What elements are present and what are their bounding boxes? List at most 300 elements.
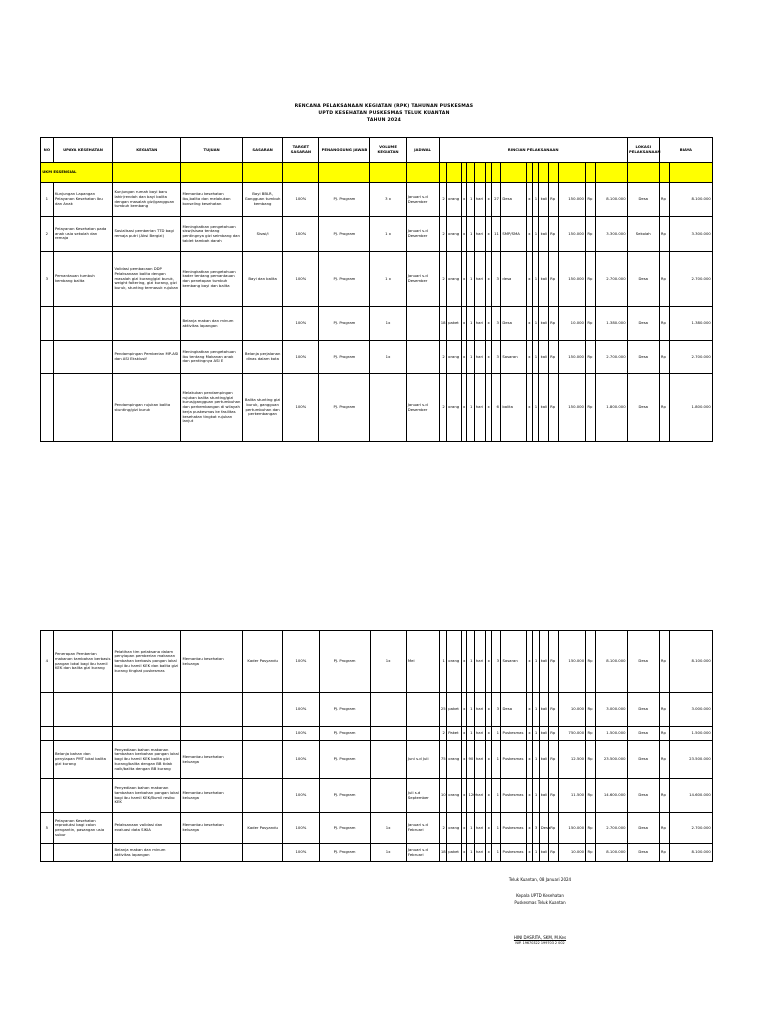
row-times2: x: [486, 374, 491, 442]
table-row: [41, 183, 713, 217]
row-unit3: Puskesmas: [501, 813, 527, 844]
row-total: 8.100.000: [670, 631, 713, 693]
row-times2: x: [486, 813, 491, 844]
row-tujuan: Memantau kesehatan keluarga: [181, 631, 243, 693]
row-unit-cost: 150.000: [558, 252, 586, 307]
row-lokasi: Desa: [627, 183, 659, 217]
row-volume: [370, 374, 406, 442]
row-total: 1.500.000: [670, 727, 713, 741]
row-tujuan: Memantau kesehatan keluarga: [181, 813, 243, 844]
row-unit2: hari: [474, 183, 486, 217]
row-rp-sub: Rp: [586, 741, 596, 779]
row-total: 3.000.000: [670, 693, 713, 727]
row-tujuan: Belanja makan dan minum aktivitas lapangan: [181, 307, 243, 341]
row-volume: 1x: [370, 307, 406, 341]
table-row: [41, 844, 713, 862]
row-rp-total: Rp: [659, 813, 670, 844]
row-subtotal: 14.600.000: [595, 779, 627, 813]
row-qty2: 120: [467, 779, 474, 813]
row-unit2: hari: [474, 727, 486, 741]
row-qty3: 3: [491, 693, 501, 727]
row-unit3: Puskesmas: [501, 741, 527, 779]
row-lokasi: Desa: [627, 252, 659, 307]
col-target: TARGET SASARAN: [283, 138, 319, 163]
row-tujuan: [181, 727, 243, 741]
row-rp-sub: Rp: [586, 252, 596, 307]
signature-name: HINI DASRITA, SKM, M.Kes: [513, 935, 567, 940]
row-jadwal: [406, 693, 439, 727]
row-target: 100%: [283, 341, 319, 374]
row-qty4: 1: [533, 631, 539, 693]
col-rincian: RINCIAN PELAKSANAAN: [439, 138, 627, 163]
col-tujuan: TUJUAN: [181, 138, 243, 163]
row-qty1: 2: [439, 341, 446, 374]
row-qty4: 1: [533, 779, 539, 813]
row-qty2: 1: [467, 183, 474, 217]
row-times2: x: [486, 727, 491, 741]
row-unit-cost: 150.000: [558, 183, 586, 217]
signature-title-1: Kepala UPTD Kesehatan: [516, 893, 564, 898]
row-unit-cost: 150.000: [558, 374, 586, 442]
row-tujuan: Meningkatkan pengetahuan siswi/siswa tentang pentingnya gizi seimbang dan tablet tambah darah: [181, 217, 243, 252]
row-times2: x: [486, 307, 491, 341]
col-upaya: UPAYA KESEHATAN: [53, 138, 113, 163]
row-qty1: 75: [439, 741, 446, 779]
row-times3: x: [526, 217, 532, 252]
row-jadwal: Juli s.d September: [406, 779, 439, 813]
row-target: 100%: [283, 307, 319, 341]
row-total: 8.100.000: [670, 183, 713, 217]
row-qty4: 3: [533, 813, 539, 844]
row-tujuan: [181, 844, 243, 862]
row-lokasi: Desa: [627, 631, 659, 693]
row-times1: x: [461, 813, 466, 844]
row-rp-unit: Rp: [549, 844, 559, 862]
row-subtotal: 23.500.000: [595, 741, 627, 779]
row-jadwal: Januari s.d Desember: [406, 183, 439, 217]
row-unit-cost: 150.000: [558, 217, 586, 252]
row-qty3: 3: [491, 307, 501, 341]
table-row: [41, 374, 713, 442]
row-sasaran: [242, 307, 282, 341]
row-upaya: [53, 727, 113, 741]
row-subtotal: 2.700.000: [595, 813, 627, 844]
row-qty3: 11: [491, 217, 501, 252]
row-rp-sub: Rp: [586, 779, 596, 813]
row-kegiatan: Pendampingan rujukan balita stunting/gizi buruk: [113, 374, 181, 442]
row-qty4: 1: [533, 217, 539, 252]
section-label: UKM ESSENSIAL: [41, 163, 113, 183]
row-target: 100%: [283, 217, 319, 252]
row-upaya: [53, 307, 113, 341]
table-row: [41, 217, 713, 252]
row-volume: 1 x: [370, 252, 406, 307]
row-unit4: kali: [539, 217, 549, 252]
doc-title-line1: RENCANA PELAKSANAAN KEGIATAN (RPK) TAHUNAN PUSKESMAS: [294, 104, 474, 109]
table-row: [41, 341, 713, 374]
row-target: 100%: [283, 727, 319, 741]
row-volume: 1x: [370, 631, 406, 693]
row-unit-cost: 150.000: [558, 341, 586, 374]
row-no: 3: [41, 252, 54, 307]
row-rp-sub: Rp: [586, 844, 596, 862]
row-times3: x: [526, 631, 532, 693]
row-tujuan: Memantau kesehatan ibu,balita dan melakukan konseling kesehatan: [181, 183, 243, 217]
row-jadwal: [406, 341, 439, 374]
row-total: 8.100.000: [670, 844, 713, 862]
col-jadwal: JADWAL: [406, 138, 439, 163]
row-unit1: orang: [446, 252, 461, 307]
row-rp-sub: Rp: [586, 813, 596, 844]
row-kegiatan: Sosialisasi pemberian TTD bagi remaja putri (Aksi Bergizi): [113, 217, 181, 252]
row-times2: x: [486, 183, 491, 217]
row-times3: x: [526, 727, 532, 741]
row-total: 2.700.000: [670, 252, 713, 307]
row-sasaran: [242, 693, 282, 727]
row-target: 100%: [283, 693, 319, 727]
row-subtotal: 8.100.000: [595, 183, 627, 217]
row-unit4: kali: [539, 631, 549, 693]
row-unit-cost: 10.000: [558, 693, 586, 727]
row-unit1: Paket: [447, 727, 462, 741]
row-times1: x: [461, 374, 466, 442]
row-no: 1: [41, 183, 54, 217]
col-kegiatan: KEGIATAN: [113, 138, 181, 163]
row-qty1: 25: [439, 693, 446, 727]
row-upaya: Belanja bahan dan penyiapan PMT lokal balita gizi kurang: [53, 741, 113, 779]
row-target: 100%: [283, 844, 319, 862]
row-pj: PJ. Program: [319, 844, 370, 862]
row-lokasi: Sekolah: [627, 217, 659, 252]
row-rp-unit: Rp: [549, 779, 559, 813]
row-kegiatan: [113, 727, 181, 741]
row-rp-total: Rp: [659, 693, 670, 727]
row-qty2: 1: [467, 844, 474, 862]
row-rp-unit: Rp: [548, 341, 558, 374]
doc-title-line3: TAHUN 2024: [366, 118, 402, 123]
row-volume: [370, 741, 406, 779]
row-rp-total: Rp: [659, 779, 670, 813]
row-rp-unit: Rp: [549, 813, 559, 844]
row-sasaran: [242, 741, 282, 779]
row-volume: [370, 727, 406, 741]
section-row: [41, 163, 713, 183]
row-jadwal: Mei: [406, 631, 439, 693]
row-times2: x: [486, 341, 491, 374]
row-rp-unit: Rp: [548, 183, 558, 217]
row-kegiatan: Penyediaan bahan makanan tambahan berbahan pangan lokal bagi ibu hamil KEK/Bumil resiko KEK: [113, 779, 181, 813]
rpk-table-page1: [40, 137, 713, 442]
row-total: 2.700.000: [670, 341, 713, 374]
row-unit3: Sasaran: [501, 341, 527, 374]
row-upaya: [53, 341, 113, 374]
row-qty4: 1: [533, 341, 539, 374]
col-sasaran: SASARAN: [242, 138, 282, 163]
row-qty1: 10: [439, 779, 446, 813]
row-target: 100%: [283, 374, 319, 442]
row-qty3: 1: [491, 727, 501, 741]
row-times1: x: [461, 341, 466, 374]
row-total: 14.600.000: [670, 779, 713, 813]
row-total: 1.800.000: [670, 374, 713, 442]
row-times3: x: [526, 779, 532, 813]
row-unit2: hari: [474, 631, 486, 693]
row-rp-unit: Rp: [548, 374, 558, 442]
row-lokasi: Desa: [627, 813, 659, 844]
row-rp-total: Rp: [659, 844, 670, 862]
row-unit1: paket: [447, 844, 462, 862]
row-rp-total: Rp: [659, 374, 670, 442]
row-unit3: Sasaran: [501, 631, 527, 693]
row-qty1: 2: [439, 727, 446, 741]
row-times3: x: [526, 813, 532, 844]
row-pj: PJ. Program: [319, 693, 370, 727]
row-times3: x: [526, 307, 532, 341]
row-sasaran: [242, 727, 282, 741]
row-unit2: hari: [474, 741, 486, 779]
table-row: [41, 307, 713, 341]
row-tujuan: Meningkatkan pengetahuan ibu tentang Makanan anak dan pentingnya ASI E: [181, 341, 243, 374]
row-jadwal: [406, 727, 439, 741]
row-subtotal: 3.000.000: [595, 693, 627, 727]
row-unit1: orang: [447, 741, 462, 779]
row-lokasi: Desa: [627, 779, 659, 813]
row-pj: PJ. Program: [319, 727, 370, 741]
row-qty2: 1: [467, 307, 474, 341]
table-row: [41, 741, 713, 779]
row-unit4: kali: [539, 341, 549, 374]
row-unit3: SMP/SMA: [501, 217, 527, 252]
table-row: [41, 252, 713, 307]
row-unit1: orang: [446, 374, 461, 442]
row-qty3: 6: [491, 374, 501, 442]
row-unit2: hari: [474, 374, 486, 442]
row-jadwal: Januari s.d Februari: [406, 844, 439, 862]
row-tujuan: Memantau kesehatan keluarga: [181, 779, 243, 813]
row-pj: PJ. Program: [319, 374, 370, 442]
row-unit2: hari: [474, 341, 486, 374]
row-qty4: 1: [533, 693, 539, 727]
row-unit1: orang: [446, 183, 461, 217]
row-qty1: 2: [439, 252, 446, 307]
row-times3: x: [526, 741, 532, 779]
row-no: 4: [41, 631, 54, 693]
row-upaya: [53, 779, 113, 813]
row-unit1: orang: [446, 341, 461, 374]
row-unit4: kali: [539, 727, 549, 741]
row-qty2: 1: [467, 727, 474, 741]
row-sasaran: [242, 779, 282, 813]
row-rp-sub: Rp: [586, 307, 596, 341]
row-kegiatan: Pelatihan tim pelaksana dalam penyiapan pemberian makanan tambahan berbasis pangan lokal bagi ibu hamil KEK dan balita gizi kurang tingkat puskesmas: [113, 631, 181, 693]
row-qty4: 1: [533, 252, 539, 307]
table-row: [41, 727, 713, 741]
row-volume: [370, 779, 406, 813]
row-qty1: 18: [439, 307, 446, 341]
col-biaya: BIAYA: [659, 138, 712, 163]
row-qty2: 1: [467, 813, 474, 844]
row-pj: PJ. Program: [319, 183, 370, 217]
row-rp-total: Rp: [659, 183, 670, 217]
row-unit3: Desa: [501, 307, 527, 341]
row-unit3: balita: [501, 374, 527, 442]
row-lokasi: Desa: [627, 727, 659, 741]
rpk-table-page2: [40, 630, 713, 862]
row-unit-cost: 150.000: [558, 631, 586, 693]
row-unit-cost: 11.500: [558, 779, 586, 813]
row-volume: 3 x: [370, 183, 406, 217]
row-upaya: Pelayanan Kesehatan reproduksi bagi calon pengantin, pasangan usia subur: [53, 813, 113, 844]
row-times1: x: [461, 693, 466, 727]
row-rp-unit: Rp: [549, 693, 559, 727]
row-times1: x: [461, 252, 466, 307]
table-header-row: [41, 138, 713, 163]
row-unit2: hari: [474, 693, 486, 727]
col-no: NO: [41, 138, 54, 163]
signature-title-2: Puskesmas Teluk Kuantan: [514, 900, 566, 905]
row-unit4: kali: [539, 307, 549, 341]
row-times2: x: [486, 252, 491, 307]
row-unit4: Desa: [539, 813, 549, 844]
row-qty1: 2: [439, 374, 446, 442]
row-qty4: 1: [533, 374, 539, 442]
row-unit-cost: 750.000: [558, 727, 586, 741]
row-pj: PJ. Program: [319, 252, 370, 307]
row-volume: [370, 693, 406, 727]
table-row: [41, 631, 713, 693]
row-pj: PJ. Program: [319, 341, 370, 374]
row-unit1: orang: [447, 631, 462, 693]
row-sasaran: Belanja perjalanan dinas dalam kota: [242, 341, 282, 374]
row-qty3: 3: [491, 341, 501, 374]
row-total: 2.700.000: [670, 813, 713, 844]
row-qty1: 2: [439, 813, 446, 844]
row-unit2: hari: [474, 307, 486, 341]
row-sasaran: Siswi/i: [242, 217, 282, 252]
row-rp-sub: Rp: [586, 183, 596, 217]
row-no: [41, 844, 54, 862]
row-unit2: hari: [474, 844, 486, 862]
row-times1: x: [461, 183, 466, 217]
row-target: 100%: [283, 183, 319, 217]
row-rp-total: Rp: [659, 741, 670, 779]
row-upaya: Pemantauan tumbuh kembang balita: [53, 252, 113, 307]
row-times1: x: [461, 779, 466, 813]
row-unit4: kali: [539, 844, 549, 862]
row-no: 2: [41, 217, 54, 252]
row-unit-cost: 150.000: [558, 813, 586, 844]
row-tujuan: Melakukan pendampingan rujukan balita stunting/gizi kurus/gangguan pertumbuhan dan perkembangan di wilayah kerja puskesmas ke fasilitas kesehatan tingkat rujukan lanjut: [181, 374, 243, 442]
signature-nip: NIP. 19670322 199703 2 002: [515, 941, 565, 945]
row-unit-cost: 10.000: [558, 307, 586, 341]
row-tujuan: [181, 693, 243, 727]
row-sasaran: [242, 844, 282, 862]
table-row: [41, 813, 713, 844]
row-subtotal: 8.100.000: [595, 844, 627, 862]
row-rp-unit: Rp: [548, 307, 558, 341]
row-rp-total: Rp: [659, 341, 670, 374]
row-unit1: paket: [446, 307, 461, 341]
row-kegiatan: Pendampingan Pemberian MP-ASI dan ASI Eksklusif: [113, 341, 181, 374]
row-qty2: 1: [467, 217, 474, 252]
row-unit1: paket: [447, 693, 462, 727]
row-tujuan: Meningkatkan pengetahuan kader tentang pemantauan dan penetapan tumbuh kembang bayi dan balita: [181, 252, 243, 307]
row-times1: x: [461, 307, 466, 341]
row-times1: x: [461, 844, 466, 862]
row-rp-unit: Rp: [549, 741, 559, 779]
doc-title-line2: UPTD KESEHATAN PUSKESMAS TELUK KUANTAN: [318, 111, 450, 116]
row-no: [41, 727, 54, 741]
row-times1: x: [461, 741, 466, 779]
row-unit1: orang: [446, 217, 461, 252]
row-times3: x: [526, 183, 532, 217]
row-rp-unit: Rp: [549, 727, 559, 741]
row-qty4: 1: [533, 727, 539, 741]
row-qty1: 1: [439, 631, 446, 693]
row-jadwal: Januari s.d Desember: [406, 217, 439, 252]
row-no: [41, 341, 54, 374]
row-jadwal: Juni s.d Juli: [406, 741, 439, 779]
row-qty2: 1: [467, 341, 474, 374]
row-upaya: [53, 374, 113, 442]
row-qty4: 1: [533, 307, 539, 341]
row-pj: PJ. Program: [319, 813, 370, 844]
row-unit4: kali: [539, 183, 549, 217]
row-pj: PJ. Program: [319, 741, 370, 779]
row-times2: x: [486, 631, 491, 693]
row-upaya: [53, 693, 113, 727]
row-times2: x: [486, 779, 491, 813]
row-target: 100%: [283, 741, 319, 779]
row-subtotal: 2.700.000: [595, 252, 627, 307]
row-sasaran: Bayi BBLR, Gangguan tumbuh kembang: [242, 183, 282, 217]
row-times1: x: [461, 217, 466, 252]
row-total: 1.380.000: [670, 307, 713, 341]
row-jadwal: [406, 307, 439, 341]
row-rp-unit: Rp: [549, 631, 559, 693]
row-unit2: hari: [474, 813, 486, 844]
row-kegiatan: Penyediaan bahan makanan tambahan berbahan pangan lokal bagi ibu hamil KEK balita gizi kurang/balita dengan BB tidak naik/balita dengan BB kurang: [113, 741, 181, 779]
row-rp-sub: Rp: [586, 217, 596, 252]
row-jadwal: Januari s.d Februari: [406, 813, 439, 844]
row-no: [41, 374, 54, 442]
row-target: 100%: [283, 779, 319, 813]
row-qty3: 1: [491, 844, 501, 862]
row-unit-cost: 12.500: [558, 741, 586, 779]
row-kegiatan: [113, 307, 181, 341]
row-rp-sub: Rp: [586, 374, 596, 442]
row-unit2: hari: [474, 252, 486, 307]
row-qty2: 1: [467, 693, 474, 727]
row-no: [41, 741, 54, 779]
row-volume: 1x: [370, 341, 406, 374]
row-upaya: [53, 844, 113, 862]
row-lokasi: Desa: [627, 844, 659, 862]
row-unit4: kali: [539, 779, 549, 813]
row-unit2: hari: [474, 217, 486, 252]
row-pj: PJ. Program: [319, 779, 370, 813]
row-qty3: 3: [491, 631, 501, 693]
row-unit4: kali: [539, 741, 549, 779]
row-kegiatan: Kunjungan rumah bayi baru lahir/rendah dan bayi balita dengan masalah gizi/gangguan tumbuh kembang: [113, 183, 181, 217]
row-kegiatan: [113, 693, 181, 727]
row-qty3: 1: [491, 779, 501, 813]
row-rp-sub: Rp: [586, 631, 596, 693]
row-rp-sub: Rp: [586, 693, 596, 727]
row-rp-total: Rp: [659, 217, 670, 252]
row-rp-total: Rp: [659, 631, 670, 693]
row-rp-total: Rp: [659, 307, 670, 341]
